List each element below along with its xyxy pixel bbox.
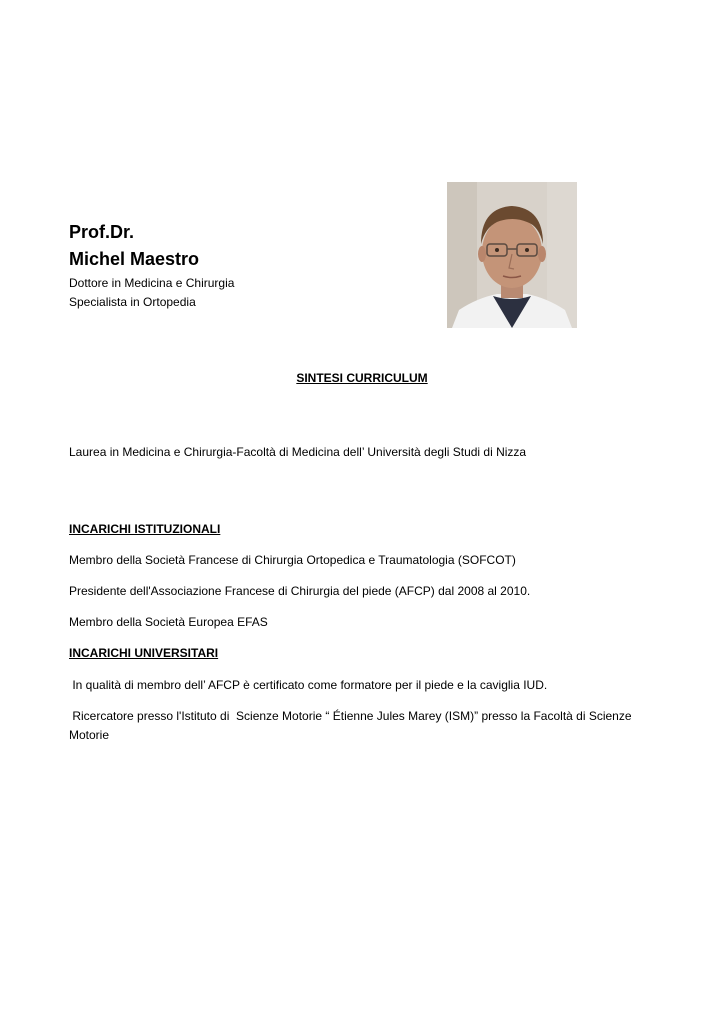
institutional-item: Membro della Società Francese di Chirurgia Ortopedica e Traumatologia (SOFCOT): [69, 553, 516, 567]
institutional-heading: INCARICHI ISTITUZIONALI: [69, 522, 221, 536]
institutional-item: Membro della Società Europea EFAS: [69, 615, 268, 629]
education-text: Laurea in Medicina e Chirurgia-Facoltà di Medicina dell’ Università degli Studi di Nizza: [69, 445, 527, 459]
subtitle-degree: Dottore in Medicina e Chirurgia: [69, 276, 235, 290]
university-item: In qualità di membro dell’ AFCP è certificato come formatore per il piede e la caviglia IUD.: [69, 678, 548, 692]
name-title-line-1: Prof.Dr.: [69, 222, 135, 242]
institutional-item: Presidente dell'Associazione Francese di Chirurgia del piede (AFCP) dal 2008 al 2010.: [69, 584, 531, 598]
portrait-photo: [447, 182, 577, 328]
section-title: SINTESI CURRICULUM: [296, 371, 428, 385]
subtitle-specialty: Specialista in Ortopedia: [69, 295, 196, 309]
name-title-line-2: Michel Maestro: [69, 249, 200, 269]
university-item: Ricercatore presso l'Istituto di Scienze Motorie “ Étienne Jules Marey (ISM)” presso la Facoltà di Scienze Motorie: [69, 709, 635, 742]
university-heading: INCARICHI UNIVERSITARI: [69, 646, 219, 660]
